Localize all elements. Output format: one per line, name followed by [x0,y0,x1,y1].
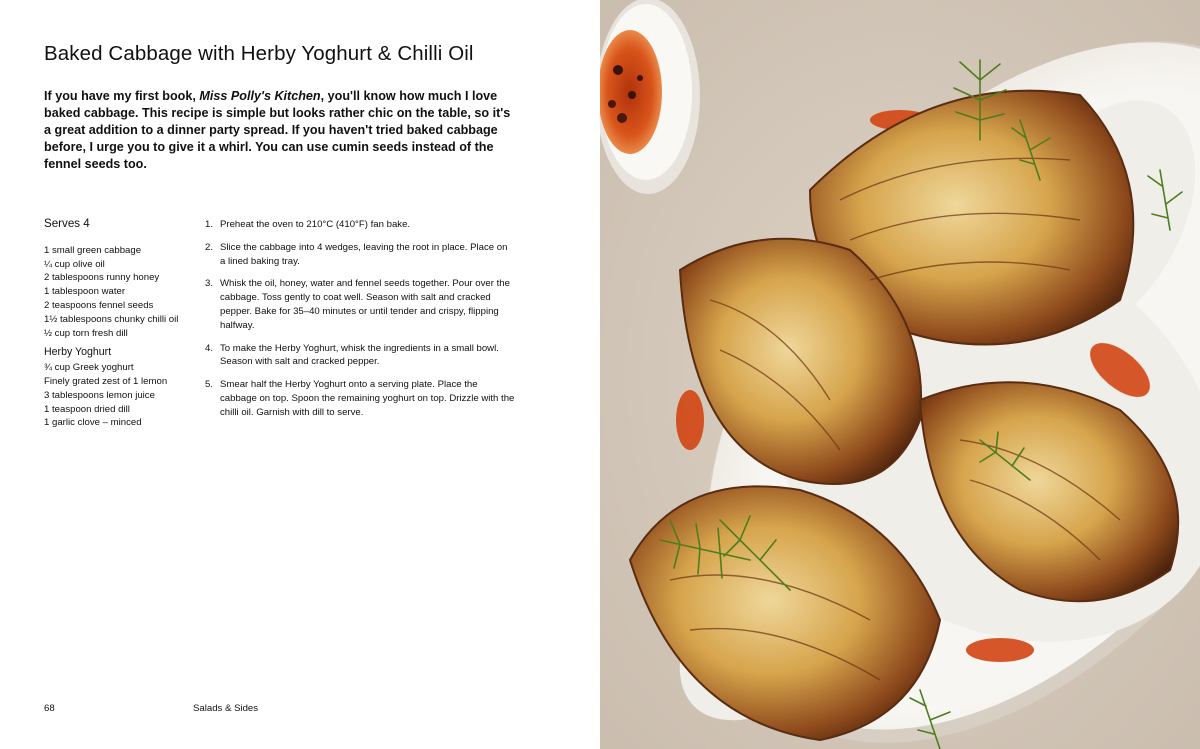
method-step [205,218,515,232]
ingredient-item: Finely grated zest of 1 lemon [44,375,168,387]
ingredient-item: 2 teaspoons fennel seeds [44,299,154,311]
step-number: 4. [205,342,214,354]
food-photo [600,0,1200,749]
intro-text-end: , you'll know how much I love baked cabbage. This recipe is simple but looks rather chic on the table, so it's a great addition to a dinner party spread. If you haven't tried baked cabbage before, I urge you to give it a whirl. You can use cumin seeds instead of the fennel seeds too. [44,89,511,171]
ingredient-item: 3 tablespoons lemon juice [44,389,155,401]
yoghurt-heading: Herby Yoghurt [44,346,112,359]
step-text: Smear half the Herby Yoghurt onto a serving plate. Place the cabbage on top. Spoon the remaining yoghurt on top. Drizzle with the chilli oil. Garnish with dill to serve. [220,379,515,418]
recipe-title: Baked Cabbage with Herby Yoghurt & Chilli Oil [44,42,474,65]
ingredient-item: 1 tablespoon water [44,286,126,298]
method-step [205,277,515,332]
step-number: 2. [205,241,214,253]
method-column [205,218,515,429]
ingredient-item: 2 tablespoons runny honey [44,272,160,284]
method-step [205,241,515,269]
ingredients-column [44,217,194,430]
step-text: Preheat the oven to 210°C (410°F) fan bake. [220,219,411,230]
ingredient-item: 1½ tablespoons chunky chilli oil [44,313,179,325]
step-number: 1. [205,219,214,230]
ingredient-item: ¾ cup Greek yoghurt [44,362,134,374]
ingredient-item: ½ cup torn fresh dill [44,327,128,339]
ingredient-item: 1 small green cabbage [44,244,142,256]
book-title: Miss Polly's Kitchen [199,89,321,103]
step-number: 3. [205,278,214,290]
ingredient-item: 1 teaspoon dried dill [44,403,130,415]
method-step [205,378,515,419]
serves-label: Serves 4 [44,217,90,230]
method-step [205,342,515,370]
step-text: Slice the cabbage into 4 wedges, leaving the root in place. Place on a lined baking tray. [220,241,508,267]
food-photo-illustration [600,0,1200,749]
page-number: 68 [44,703,55,714]
recipe-intro [44,88,514,173]
ingredient-item: 1 garlic clove – minced [44,417,142,429]
step-text: To make the Herby Yoghurt, whisk the ingredients in a small bowl. Season with salt and cracked pepper. [220,342,499,368]
step-number: 5. [205,379,214,391]
section-name: Salads & Sides [193,703,259,714]
ingredient-item: ¼ cup olive oil [44,258,105,270]
ingredient-list [44,244,194,341]
intro-text-start: If you have my first book, [44,89,200,103]
yoghurt-ingredient-list [44,361,194,430]
method-list [205,218,515,420]
step-text: Whisk the oil, honey, water and fennel seeds together. Pour over the cabbage. Toss gently to coat well. Season with salt and cracked pepper. Bake for 35–40 minutes or until tender and crispy, flipping halfway. [220,278,510,331]
